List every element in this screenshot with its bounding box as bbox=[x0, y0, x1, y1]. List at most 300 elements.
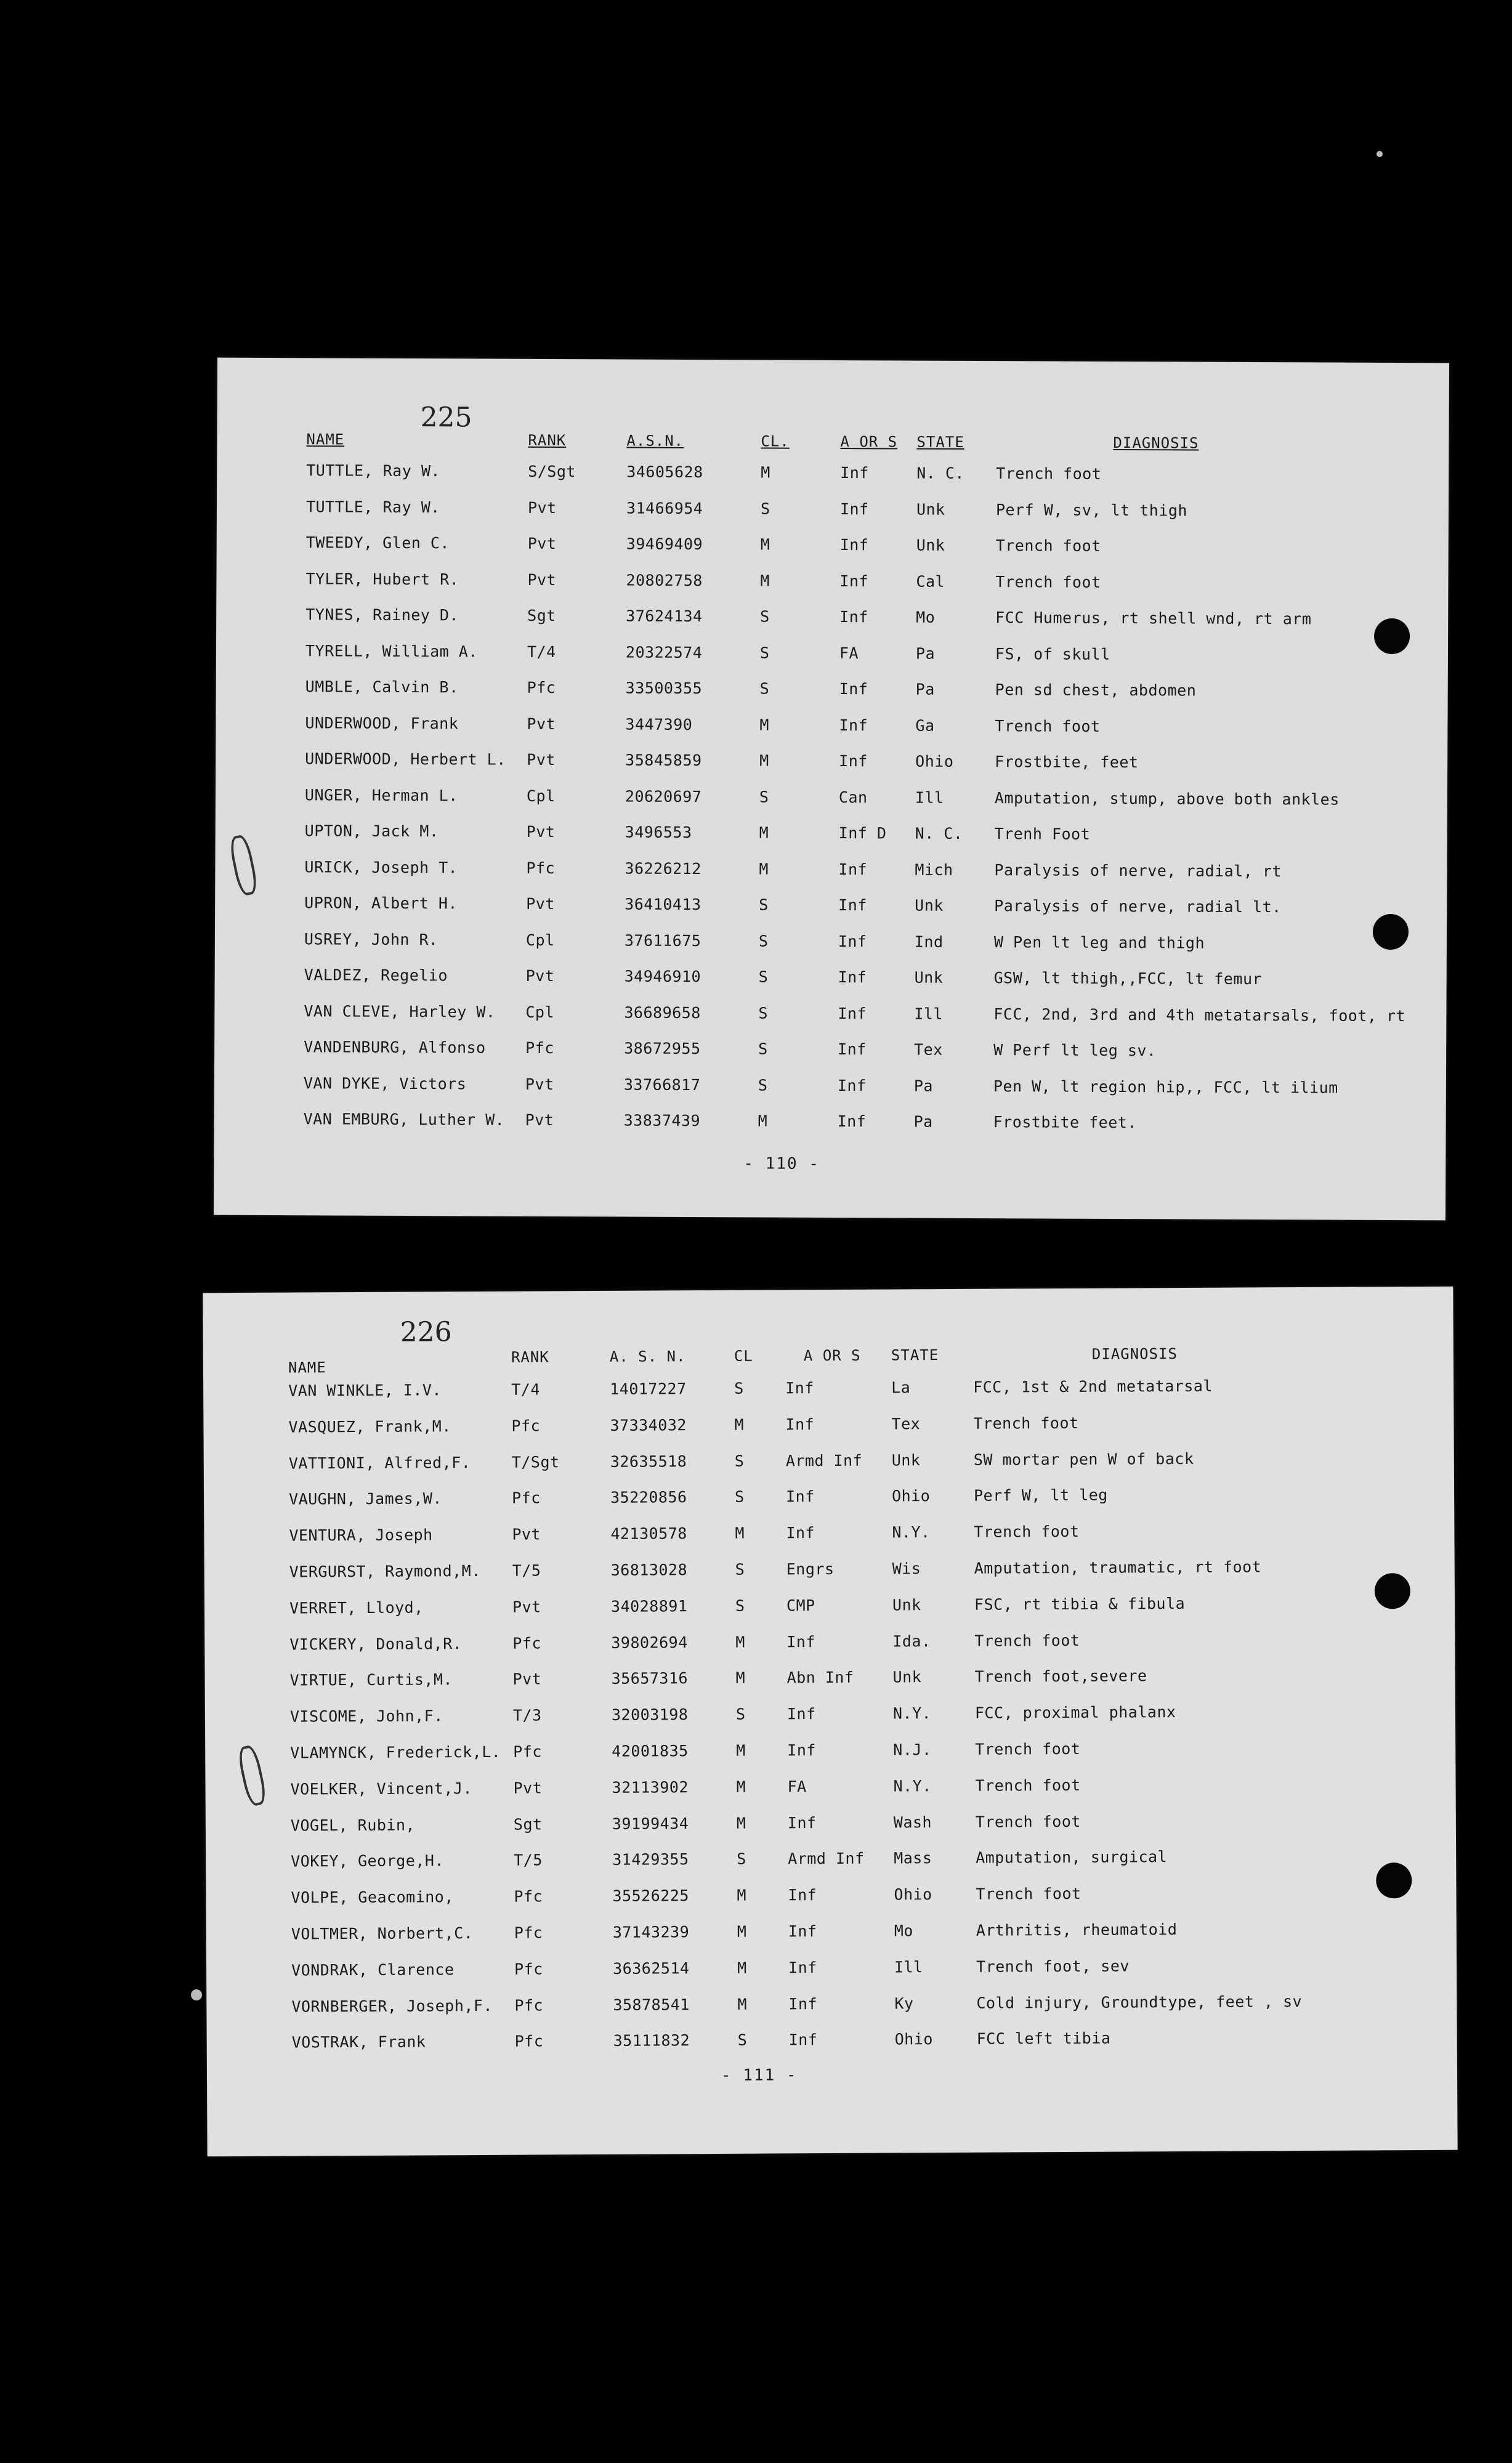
page-number: 226 bbox=[400, 1316, 452, 1348]
cell-asn: 32113902 bbox=[612, 1778, 689, 1797]
cell-diagnosis: Trench foot bbox=[973, 1413, 1079, 1433]
table-row bbox=[205, 1774, 1455, 1816]
cell-cl: M bbox=[760, 535, 770, 554]
cell-name: VERGURST, Raymond,M. bbox=[289, 1561, 481, 1581]
cell-name: VERRET, Lloyd, bbox=[289, 1598, 424, 1617]
cell-a-or-s: Inf bbox=[786, 1487, 815, 1506]
cell-name: VOGEL, Rubin, bbox=[290, 1816, 416, 1835]
cell-diagnosis: Frostbite feet. bbox=[993, 1113, 1137, 1132]
dust-speck bbox=[191, 1989, 202, 2000]
header-diagnosis: DIAGNOSIS bbox=[1091, 1345, 1178, 1363]
cell-diagnosis: Trench foot bbox=[995, 716, 1101, 735]
cell-a-or-s: Inf bbox=[838, 968, 867, 987]
cell-rank: Pvt bbox=[512, 1525, 541, 1543]
header-name: NAME bbox=[288, 1359, 326, 1377]
cell-name: VENTURA, Joseph bbox=[289, 1526, 433, 1545]
cell-rank: T/5 bbox=[514, 1851, 543, 1870]
cell-a-or-s: Inf bbox=[838, 1004, 867, 1022]
cell-rank: Pvt bbox=[513, 1779, 543, 1797]
cell-a-or-s: FA bbox=[839, 644, 859, 662]
cell-name: VAN DYKE, Victors bbox=[303, 1074, 467, 1093]
cell-name: UNGER, Herman L. bbox=[304, 785, 458, 804]
cell-state: Mo bbox=[916, 608, 936, 626]
cell-name: VICKERY, Donald,R. bbox=[289, 1634, 463, 1654]
cell-name: VALDEZ, Regelio bbox=[304, 966, 448, 985]
cell-diagnosis: SW mortar pen W of back bbox=[973, 1449, 1194, 1469]
cell-cl: S bbox=[735, 1488, 745, 1507]
table-row bbox=[206, 1919, 1457, 1962]
cell-name: UMBLE, Calvin B. bbox=[305, 677, 459, 697]
cell-cl: M bbox=[734, 1415, 745, 1434]
cell-name: VASQUEZ, Frank,M. bbox=[288, 1417, 451, 1436]
cell-state: N.Y. bbox=[892, 1523, 931, 1542]
cell-a-or-s: Inf bbox=[839, 680, 868, 698]
cell-a-or-s: CMP bbox=[786, 1596, 815, 1615]
cell-state: Unk bbox=[916, 536, 945, 554]
cell-cl: S bbox=[760, 607, 770, 626]
cell-asn: 39199434 bbox=[612, 1814, 689, 1833]
cell-rank: Pfc bbox=[511, 1417, 541, 1435]
cell-diagnosis: Trench foot bbox=[996, 464, 1102, 483]
cell-cl: S bbox=[737, 1850, 746, 1869]
cell-diagnosis: Paralysis of nerve, radial lt. bbox=[994, 897, 1282, 916]
table-row bbox=[204, 1593, 1455, 1635]
cell-asn: 33837439 bbox=[623, 1111, 701, 1130]
cell-state: Wis bbox=[892, 1559, 921, 1578]
table-row bbox=[205, 1702, 1455, 1744]
cell-name: VAN EMBURG, Luther W. bbox=[303, 1110, 505, 1129]
header-a-or-s: A OR S bbox=[803, 1346, 861, 1365]
cell-state: Pa bbox=[915, 680, 935, 698]
cell-state: Ohio bbox=[915, 752, 954, 770]
header-name: NAME bbox=[306, 431, 345, 448]
cell-asn: 3496553 bbox=[625, 823, 692, 842]
cell-cl: M bbox=[735, 1633, 745, 1651]
cell-name: TYNES, Rainey D. bbox=[305, 605, 459, 625]
cell-cl: S bbox=[759, 896, 769, 914]
cell-state: Mass bbox=[894, 1849, 932, 1867]
cell-state: Pa bbox=[913, 1077, 934, 1095]
cell-cl: M bbox=[759, 859, 769, 878]
cell-state: Ky bbox=[894, 1994, 914, 2013]
cell-name: TUTTLE, Ray W. bbox=[305, 497, 440, 516]
cell-asn: 42001835 bbox=[612, 1742, 689, 1760]
cell-rank: S/Sgt bbox=[528, 462, 576, 481]
cell-rank: Pfc bbox=[513, 1742, 542, 1761]
cell-asn: 20620697 bbox=[625, 787, 702, 806]
cell-cl: S bbox=[759, 787, 769, 806]
cell-name: TYLER, Hubert R. bbox=[305, 569, 459, 588]
cell-state: Ind bbox=[914, 932, 944, 951]
cell-asn: 36362514 bbox=[613, 1959, 690, 1978]
cell-diagnosis: FCC, 1st & 2nd metatarsal bbox=[973, 1377, 1213, 1396]
cell-a-or-s: Inf bbox=[837, 1112, 867, 1131]
cell-diagnosis: Cold injury, Groundtype, feet , sv bbox=[976, 1992, 1303, 2012]
cell-a-or-s: Can bbox=[838, 788, 868, 806]
cell-state: Tex bbox=[891, 1415, 921, 1433]
cell-a-or-s: Engrs bbox=[786, 1559, 835, 1579]
cell-name: VIRTUE, Curtis,M. bbox=[289, 1670, 453, 1689]
cell-name: UPTON, Jack M. bbox=[304, 822, 439, 841]
cell-diagnosis: Trench foot bbox=[995, 536, 1101, 555]
cell-rank: Pfc bbox=[514, 1887, 543, 1906]
cell-a-or-s: Armd Inf bbox=[788, 1850, 865, 1868]
cell-a-or-s: Inf bbox=[840, 464, 869, 482]
cell-state: Mo bbox=[894, 1922, 913, 1940]
cell-state: N. C. bbox=[915, 824, 963, 843]
header-asn: A. S. N. bbox=[609, 1348, 686, 1365]
table-row bbox=[216, 605, 1448, 647]
cell-name: VAUGHN, James,W. bbox=[289, 1489, 443, 1508]
cell-name: VONDRAK, Clarence bbox=[291, 1960, 455, 1980]
cell-cl: S bbox=[734, 1452, 745, 1470]
cell-rank: Pfc bbox=[512, 1489, 541, 1508]
cell-rank: Sgt bbox=[513, 1815, 543, 1834]
header-rank: RANK bbox=[511, 1348, 549, 1366]
cell-state: Ill bbox=[915, 788, 944, 807]
cell-asn: 33766817 bbox=[623, 1075, 701, 1094]
cell-name: VLAMYNCK, Frederick,L. bbox=[290, 1742, 501, 1762]
cell-diagnosis: Amputation, stump, above both ankles bbox=[994, 788, 1340, 809]
cell-state: Unk bbox=[916, 500, 945, 519]
cell-asn: 36410413 bbox=[625, 895, 701, 914]
table-row bbox=[203, 1376, 1453, 1418]
cell-rank: Pvt bbox=[512, 1598, 541, 1616]
dust-speck bbox=[1377, 151, 1383, 157]
cell-name: VOLTMER, Norbert,C. bbox=[291, 1924, 474, 1943]
cell-name: USREY, John R. bbox=[304, 929, 439, 948]
cell-asn: 42130578 bbox=[610, 1524, 687, 1543]
cell-a-or-s: Inf bbox=[838, 1040, 867, 1059]
cell-cl: S bbox=[758, 1075, 768, 1094]
cell-a-or-s: Inf bbox=[786, 1632, 816, 1651]
cell-rank: T/4 bbox=[527, 642, 556, 661]
cell-rank: Pvt bbox=[512, 1670, 542, 1689]
table-row bbox=[214, 1001, 1446, 1043]
page-footer: - 110 - bbox=[743, 1154, 820, 1173]
cell-state: Ohio bbox=[894, 1885, 932, 1904]
cell-state: N.J. bbox=[893, 1741, 932, 1759]
cell-state: Unk bbox=[891, 1450, 921, 1470]
cell-a-or-s: Armd Inf bbox=[785, 1451, 863, 1470]
cell-a-or-s: Inf bbox=[839, 608, 868, 626]
cell-rank: Pfc bbox=[514, 2032, 544, 2051]
cell-asn: 32635518 bbox=[610, 1452, 687, 1471]
cell-state: Ohio bbox=[894, 2030, 933, 2048]
cell-diagnosis: Amputation, surgical bbox=[976, 1848, 1168, 1867]
cell-state: Mich bbox=[915, 860, 953, 879]
cell-diagnosis: Pen W, lt region hip,, FCC, lt ilium bbox=[993, 1077, 1338, 1097]
cell-state: N. C. bbox=[916, 464, 965, 482]
table-row bbox=[216, 713, 1447, 754]
header-cl: CL. bbox=[761, 432, 790, 450]
cell-diagnosis: Trench foot bbox=[976, 1885, 1081, 1903]
cell-diagnosis: Trench foot bbox=[975, 1776, 1081, 1795]
cell-rank: Pvt bbox=[527, 750, 556, 769]
cell-rank: Pfc bbox=[527, 678, 556, 697]
punch-hole bbox=[1375, 1573, 1410, 1609]
cell-a-or-s: Inf bbox=[786, 1524, 815, 1542]
cell-asn: 37334032 bbox=[610, 1416, 687, 1434]
cell-diagnosis: Trench foot bbox=[974, 1631, 1080, 1650]
table-row bbox=[206, 1955, 1457, 1997]
roster-page-226 bbox=[203, 1287, 1457, 2157]
cell-asn: 31466954 bbox=[626, 499, 703, 517]
cell-asn: 39802694 bbox=[611, 1633, 688, 1652]
table-row bbox=[216, 750, 1447, 791]
cell-a-or-s: Inf bbox=[839, 752, 868, 770]
cell-a-or-s: Inf bbox=[788, 2031, 818, 2049]
cell-asn: 39469409 bbox=[626, 535, 703, 554]
table-row bbox=[214, 966, 1446, 1007]
table-row bbox=[207, 2028, 1457, 2070]
cell-diagnosis: Frostbite, feet bbox=[995, 753, 1139, 772]
cell-rank: Pfc bbox=[514, 1996, 544, 2015]
cell-state: Ill bbox=[914, 1005, 944, 1023]
cell-name: VORNBERGER, Joseph,F. bbox=[291, 1996, 493, 2016]
cell-diagnosis: Perf W, lt leg bbox=[974, 1486, 1108, 1505]
punch-hole bbox=[1374, 618, 1410, 654]
cell-a-or-s: Inf bbox=[838, 932, 867, 950]
cell-cl: M bbox=[735, 1669, 746, 1688]
cell-asn: 38672955 bbox=[624, 1039, 701, 1058]
cell-asn: 20322574 bbox=[625, 643, 703, 661]
cell-cl: M bbox=[736, 1741, 746, 1760]
punch-hole bbox=[1376, 1862, 1412, 1898]
cell-diagnosis: Pen sd chest, abdomen bbox=[995, 681, 1197, 700]
cell-state: La bbox=[891, 1378, 911, 1397]
cell-state: Ida. bbox=[892, 1632, 931, 1651]
cell-diagnosis: Paralysis of nerve, radial, rt bbox=[994, 860, 1282, 880]
cell-cl: M bbox=[735, 1524, 745, 1542]
cell-name: VAN WINKLE, I.V. bbox=[288, 1381, 442, 1400]
cell-a-or-s: Inf bbox=[787, 1813, 817, 1832]
table-row bbox=[214, 1038, 1446, 1079]
cell-asn: 3447390 bbox=[625, 715, 693, 734]
table-row bbox=[203, 1412, 1453, 1454]
cell-a-or-s: Inf bbox=[839, 572, 869, 590]
cell-state: Unk bbox=[892, 1596, 921, 1614]
cell-cl: M bbox=[759, 751, 769, 770]
table-row bbox=[204, 1484, 1454, 1527]
cell-rank: Pvt bbox=[525, 1110, 554, 1130]
cell-state: Unk bbox=[915, 896, 944, 915]
cell-a-or-s: Inf bbox=[839, 499, 869, 518]
cell-a-or-s: Inf bbox=[838, 860, 868, 878]
cell-name: TWEEDY, Glen C. bbox=[305, 533, 450, 552]
cell-diagnosis: FCC Humerus, rt shell wnd, rt arm bbox=[995, 609, 1312, 628]
cell-state: Ohio bbox=[892, 1487, 931, 1505]
cell-diagnosis: Arthritis, rheumatoid bbox=[976, 1920, 1178, 1939]
header-rank: RANK bbox=[528, 431, 567, 450]
cell-asn: 34028891 bbox=[610, 1597, 688, 1616]
table-row bbox=[204, 1557, 1455, 1600]
cell-state: Ill bbox=[894, 1958, 923, 1976]
cell-diagnosis: Trench foot bbox=[975, 1812, 1081, 1831]
cell-cl: M bbox=[761, 463, 770, 482]
cell-a-or-s: Inf D bbox=[838, 824, 887, 843]
cell-cl: M bbox=[736, 1777, 746, 1796]
cell-rank: Sgt bbox=[527, 606, 556, 625]
cell-name: UPRON, Albert H. bbox=[304, 894, 458, 913]
table-row bbox=[217, 461, 1449, 503]
cell-state: Pa bbox=[915, 644, 936, 663]
cell-state: Cal bbox=[916, 572, 945, 591]
cell-rank: Pvt bbox=[527, 570, 557, 589]
cell-cl: M bbox=[737, 1995, 748, 2013]
cell-a-or-s: Inf bbox=[785, 1415, 815, 1434]
punch-hole bbox=[1373, 914, 1409, 950]
cell-rank: T/Sgt bbox=[511, 1452, 560, 1471]
cell-cl: M bbox=[737, 1959, 747, 1977]
cell-rank: Pvt bbox=[527, 534, 557, 553]
cell-a-or-s: Inf bbox=[787, 1741, 816, 1760]
cell-rank: Pvt bbox=[526, 822, 556, 841]
cell-cl: S bbox=[758, 968, 769, 986]
table-row bbox=[217, 533, 1449, 575]
cell-diagnosis: Trenh Foot bbox=[994, 825, 1091, 843]
cell-name: TYRELL, William A. bbox=[305, 641, 478, 660]
cell-cl: M bbox=[736, 1814, 746, 1832]
cell-a-or-s: Inf bbox=[788, 1886, 817, 1904]
cell-a-or-s: Inf bbox=[788, 1958, 817, 1977]
cell-asn: 35845859 bbox=[625, 751, 702, 770]
cell-rank: Pfc bbox=[514, 1960, 543, 1978]
cell-a-or-s: Inf bbox=[837, 1076, 867, 1094]
cell-asn: 37611675 bbox=[624, 931, 701, 950]
cell-cl: M bbox=[758, 1112, 768, 1130]
cell-rank: T/5 bbox=[512, 1561, 541, 1580]
cell-cl: M bbox=[737, 1886, 747, 1904]
table-row bbox=[206, 1991, 1457, 2034]
table-row bbox=[215, 857, 1447, 899]
table-row bbox=[204, 1448, 1454, 1490]
cell-cl: S bbox=[759, 679, 770, 698]
cell-asn: 36689658 bbox=[624, 1003, 701, 1022]
cell-asn: 37624134 bbox=[626, 607, 703, 626]
cell-diagnosis: GSW, lt thigh,,FCC, lt femur bbox=[993, 969, 1263, 989]
cell-state: Wash bbox=[893, 1813, 932, 1832]
cell-name: UNDERWOOD, Herbert L. bbox=[305, 750, 506, 769]
table-row bbox=[217, 497, 1449, 538]
table-row bbox=[204, 1521, 1454, 1563]
cell-diagnosis: W Pen lt leg and thigh bbox=[993, 932, 1205, 952]
cell-name: UNDERWOOD, Frank bbox=[305, 713, 459, 732]
cell-diagnosis: FCC left tibia bbox=[976, 2029, 1111, 2048]
cell-a-or-s: Inf bbox=[838, 896, 867, 915]
header-cl: CL bbox=[734, 1347, 753, 1365]
cell-diagnosis: Trench foot bbox=[995, 572, 1101, 591]
cell-a-or-s: Inf bbox=[785, 1379, 814, 1397]
cell-cl: S bbox=[758, 931, 769, 950]
table-row bbox=[214, 1110, 1445, 1151]
header-a-or-s: A OR S bbox=[840, 433, 898, 451]
header-diagnosis: DIAGNOSIS bbox=[1113, 434, 1199, 452]
cell-rank: Pfc bbox=[526, 859, 556, 877]
table-row bbox=[215, 894, 1447, 935]
cell-state: N.Y. bbox=[892, 1704, 932, 1723]
cell-diagnosis: FCC, 2nd, 3rd and 4th metatarsals, foot, rt bbox=[993, 1005, 1406, 1025]
cell-rank: T/4 bbox=[511, 1380, 540, 1399]
roster-page-225 bbox=[214, 358, 1449, 1221]
cell-cl: M bbox=[759, 715, 770, 734]
cell-asn: 14017227 bbox=[610, 1380, 687, 1398]
cell-asn: 35878541 bbox=[613, 1995, 690, 2014]
cell-state: Unk bbox=[914, 968, 944, 987]
cell-rank: Pvt bbox=[525, 966, 555, 985]
cell-name: TUTTLE, Ray W. bbox=[306, 461, 441, 480]
cell-rank: Cpl bbox=[525, 1003, 555, 1021]
cell-name: VANDENBURG, Alfonso bbox=[304, 1038, 486, 1057]
cell-name: VATTIONI, Alfred,F. bbox=[288, 1453, 471, 1473]
table-row bbox=[205, 1738, 1455, 1781]
cell-cl: S bbox=[760, 499, 770, 518]
table-row bbox=[206, 1883, 1456, 1925]
cell-cl: M bbox=[760, 571, 770, 590]
cell-cl: S bbox=[735, 1560, 745, 1579]
cell-name: VOLPE, Geacomino, bbox=[291, 1888, 454, 1907]
cell-rank: Pvt bbox=[526, 894, 555, 913]
cell-asn: 37143239 bbox=[612, 1923, 690, 1941]
cell-asn: 34605628 bbox=[626, 463, 703, 482]
table-row bbox=[216, 569, 1448, 610]
cell-asn: 32003198 bbox=[611, 1705, 689, 1725]
cell-name: VISCOME, John,F. bbox=[289, 1707, 443, 1726]
cell-cl: S bbox=[759, 643, 770, 662]
cell-rank: Pfc bbox=[514, 1923, 543, 1942]
cell-diagnosis: W Perf lt leg sv. bbox=[993, 1041, 1157, 1060]
table-row bbox=[214, 1074, 1446, 1115]
page-number: 225 bbox=[420, 402, 472, 434]
cell-asn: 35657316 bbox=[611, 1669, 689, 1688]
cell-rank: Pvt bbox=[525, 1075, 554, 1093]
cell-asn: 34946910 bbox=[624, 967, 701, 986]
cell-rank: T/3 bbox=[512, 1706, 542, 1725]
cell-a-or-s: Inf bbox=[788, 1994, 818, 2013]
cell-rank: Pvt bbox=[527, 714, 556, 733]
page-footer: - 111 - bbox=[721, 2066, 798, 2085]
header-asn: A.S.N. bbox=[626, 432, 684, 450]
cell-diagnosis: Trench foot, sev bbox=[976, 1957, 1130, 1976]
cell-asn: 35220856 bbox=[610, 1488, 687, 1507]
cell-name: VOKEY, George,H. bbox=[291, 1851, 445, 1871]
cell-cl: M bbox=[737, 1922, 747, 1941]
cell-a-or-s: Inf bbox=[786, 1705, 816, 1723]
cell-state: Unk bbox=[892, 1668, 922, 1686]
cell-cl: S bbox=[735, 1705, 746, 1723]
table-row bbox=[216, 822, 1447, 863]
cell-name: VOELKER, Vincent,J. bbox=[290, 1779, 473, 1798]
cell-diagnosis: FS, of skull bbox=[995, 644, 1110, 663]
cell-state: Pa bbox=[913, 1112, 933, 1131]
cell-diagnosis: FCC, proximal phalanx bbox=[974, 1703, 1176, 1722]
cell-asn: 36813028 bbox=[610, 1561, 688, 1579]
table-row bbox=[204, 1629, 1455, 1672]
cell-diagnosis: Trench foot bbox=[974, 1523, 1080, 1541]
cell-cl: S bbox=[758, 1003, 769, 1022]
cell-state: N.Y. bbox=[893, 1776, 932, 1795]
cell-diagnosis: Amputation, traumatic, rt foot bbox=[974, 1558, 1262, 1577]
table-row bbox=[206, 1810, 1456, 1853]
cell-asn: 35111832 bbox=[613, 2031, 690, 2050]
cell-rank: Pvt bbox=[527, 498, 557, 517]
cell-a-or-s: Abn Inf bbox=[786, 1668, 854, 1687]
table-row bbox=[216, 641, 1448, 682]
cell-asn: 36226212 bbox=[625, 859, 701, 878]
cell-state: Tex bbox=[914, 1040, 943, 1059]
cell-rank: Pfc bbox=[512, 1634, 542, 1652]
table-row bbox=[216, 677, 1448, 719]
